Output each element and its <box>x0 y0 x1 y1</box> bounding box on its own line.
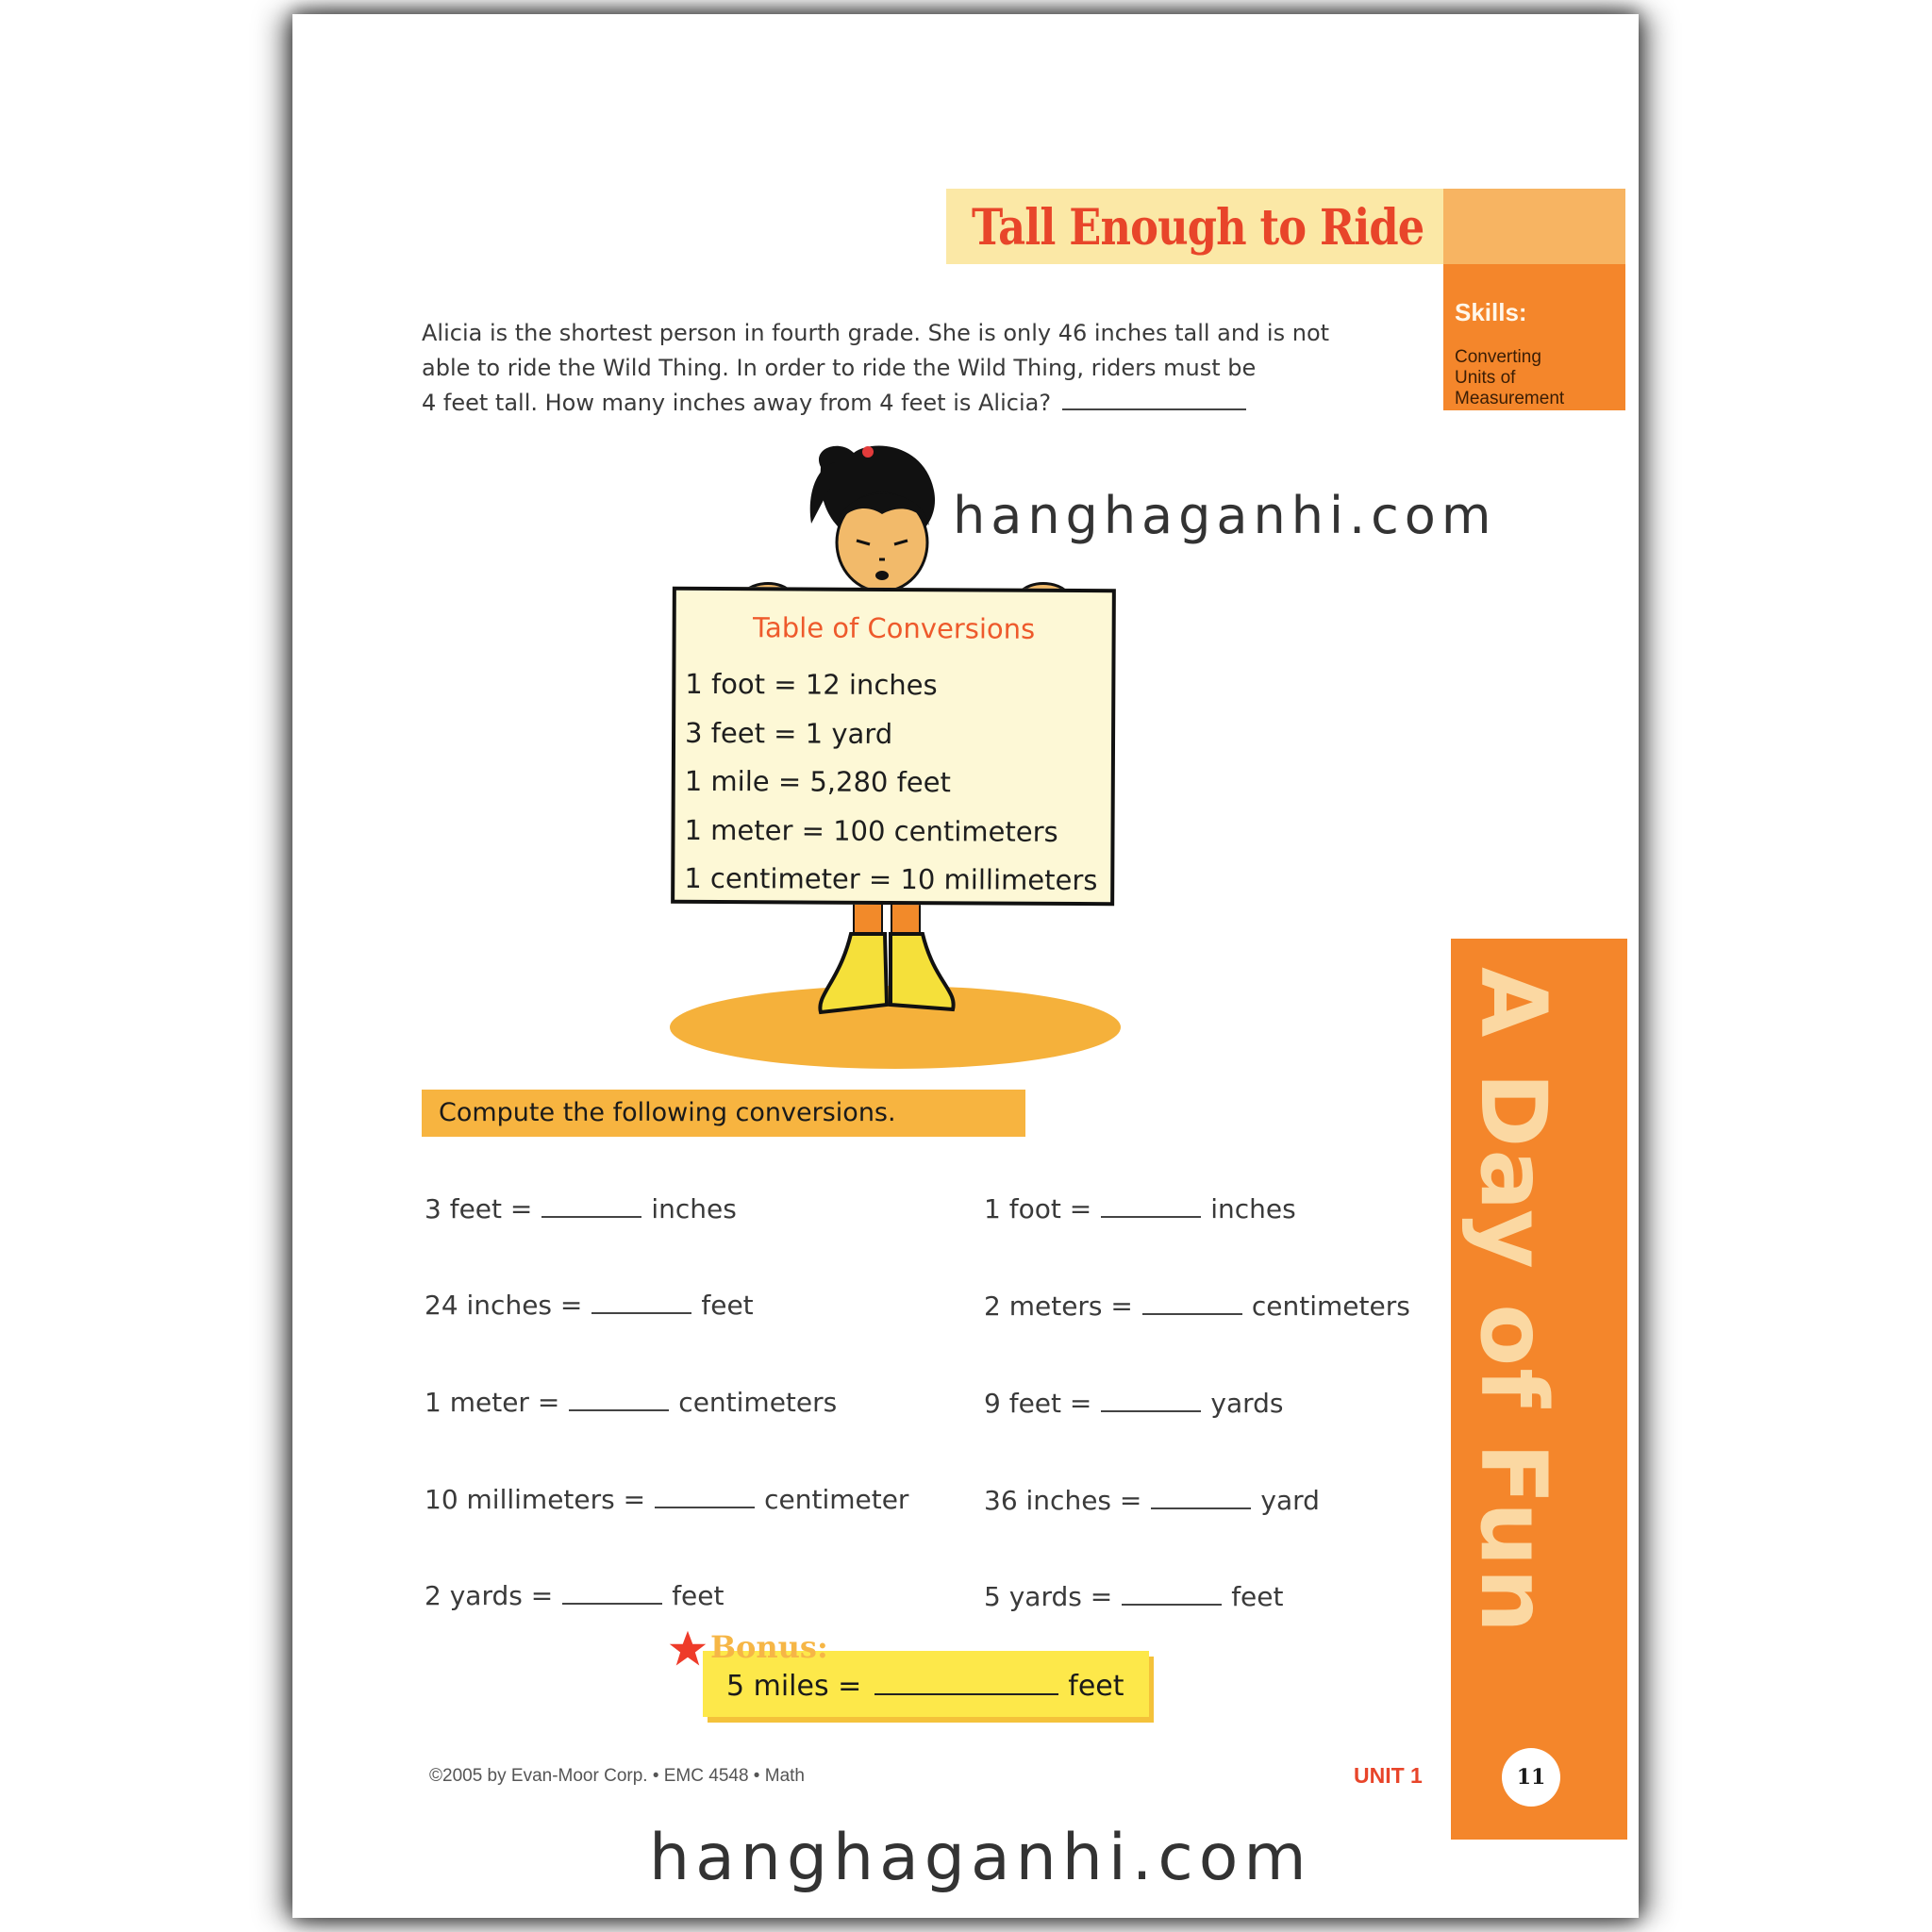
problem-unit: feet <box>701 1290 754 1321</box>
problem-given: 1 meter = <box>425 1387 560 1418</box>
problem-answer-blank[interactable] <box>591 1293 691 1314</box>
skills-line: Converting <box>1455 347 1541 367</box>
problem-answer-blank[interactable] <box>1101 1391 1201 1412</box>
conversion-problem <box>425 1484 908 1515</box>
word-problem-line: able to ride the Wild Thing. In order to ride the Wild Thing, riders must be <box>422 355 1257 381</box>
conversion-problem <box>984 1388 1283 1419</box>
conversion-problem <box>984 1291 1410 1322</box>
conversion-row: 1 mile = 5,280 feet <box>684 764 952 799</box>
side-tab-title: A Day of Fun <box>1460 967 1566 1635</box>
problem-given: 9 feet = <box>984 1388 1092 1419</box>
conversion-table-title: Table of Conversions <box>753 611 1036 645</box>
skills-top-band <box>1443 189 1625 264</box>
problem-unit: inches <box>1210 1193 1296 1224</box>
bonus-given: 5 miles = <box>726 1670 862 1703</box>
problem-given: 1 foot = <box>984 1193 1092 1224</box>
problem-unit: centimeter <box>764 1484 909 1515</box>
conversion-row: 1 centimeter = 10 millimeters <box>684 861 1098 897</box>
problem-given: 2 meters = <box>984 1291 1133 1322</box>
problem-given: 2 yards = <box>425 1580 554 1611</box>
bonus-label: Bonus: <box>710 1629 828 1665</box>
problem-given: 36 inches = <box>984 1485 1142 1516</box>
unit-label: UNIT 1 <box>1354 1763 1423 1788</box>
problem-answer-blank[interactable] <box>562 1584 662 1605</box>
problem-unit: feet <box>1231 1581 1284 1612</box>
bonus-unit: feet <box>1068 1670 1124 1703</box>
skills-line: Measurement <box>1455 389 1565 408</box>
problem-answer-blank[interactable] <box>655 1488 755 1508</box>
problem-answer-blank[interactable] <box>1151 1489 1251 1509</box>
conversion-table-sign <box>671 587 1116 906</box>
conversion-problem <box>425 1290 754 1321</box>
problem-given: 24 inches = <box>425 1290 583 1321</box>
instructions-band <box>422 1090 1025 1137</box>
skills-line: Units of <box>1455 368 1516 388</box>
watermark-text: hanghaganhi.com <box>953 486 1497 545</box>
problem-answer-blank[interactable] <box>569 1391 669 1411</box>
conversion-problem <box>984 1485 1320 1516</box>
conversion-problem <box>984 1193 1296 1224</box>
conversion-table-rows <box>684 660 1099 906</box>
problem-given: 10 millimeters = <box>425 1484 646 1515</box>
page-title: Tall Enough to Ride <box>972 199 1424 257</box>
side-tab <box>1451 939 1627 1840</box>
word-problem-line: 4 feet tall. How many inches away from 4 feet is Alicia? <box>422 390 1052 416</box>
conversion-problem <box>425 1580 724 1611</box>
skills-heading: Skills: <box>1455 298 1527 326</box>
problem-given: 5 yards = <box>984 1581 1113 1612</box>
problem-unit: yard <box>1260 1485 1320 1516</box>
word-problem-line: Alicia is the shortest person in fourth grade. She is only 46 inches tall and is not <box>422 320 1330 346</box>
skills-box <box>1443 264 1625 410</box>
problem-unit: centimeters <box>678 1387 838 1418</box>
problem-unit: centimeters <box>1251 1291 1410 1322</box>
bonus-problem <box>726 1670 1124 1703</box>
word-problem <box>422 316 1431 421</box>
star-icon <box>668 1629 708 1669</box>
problem-answer-blank[interactable] <box>1142 1294 1242 1315</box>
conversion-row: 3 feet = 1 yard <box>684 716 893 750</box>
watermark-text: hanghaganhi.com <box>649 1821 1312 1895</box>
word-problem-answer-blank[interactable] <box>1062 386 1246 410</box>
instructions-text: Compute the following conversions. <box>439 1098 896 1127</box>
conversion-row: 1 foot = 12 inches <box>685 667 938 702</box>
conversion-problem <box>425 1387 837 1418</box>
page-number-badge: 11 <box>1502 1748 1560 1807</box>
skills-list <box>1455 347 1564 409</box>
problem-answer-blank[interactable] <box>541 1197 641 1218</box>
copyright-text: ©2005 by Evan-Moor Corp. • EMC 4548 • Math <box>429 1766 805 1786</box>
problem-unit: yards <box>1210 1388 1284 1419</box>
problem-answer-blank[interactable] <box>1122 1585 1222 1606</box>
conversion-row: 1 meter = 100 centimeters <box>684 813 1058 848</box>
conversion-problem <box>984 1581 1283 1612</box>
problem-answer-blank[interactable] <box>1101 1197 1201 1218</box>
problem-unit: inches <box>651 1193 737 1224</box>
worksheet-page <box>292 14 1639 1918</box>
boots-illustration-icon <box>792 891 981 1042</box>
problem-given: 3 feet = <box>425 1193 533 1224</box>
bonus-answer-blank[interactable] <box>874 1674 1058 1695</box>
conversion-problem <box>425 1193 737 1224</box>
problem-unit: feet <box>672 1580 724 1611</box>
